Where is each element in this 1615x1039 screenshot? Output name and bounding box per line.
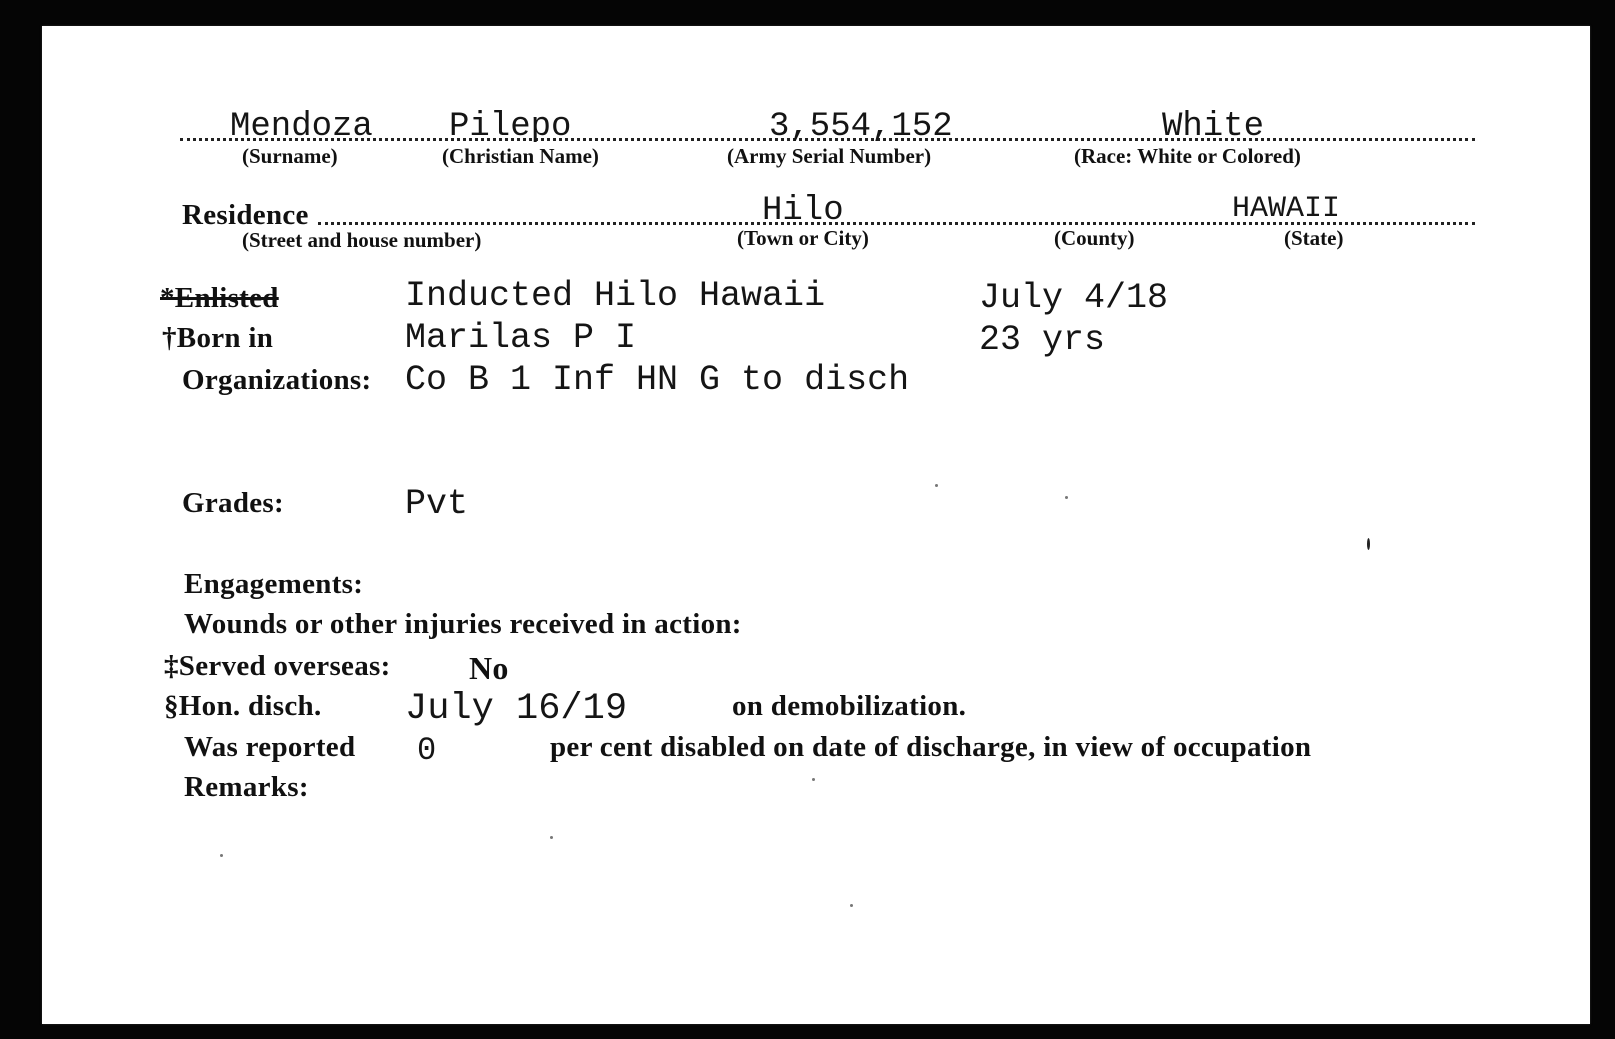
organizations-label: Organizations:	[182, 364, 372, 396]
residence-label: Residence	[182, 199, 309, 231]
service-record-card	[42, 26, 1590, 1024]
street-caption: (Street and house number)	[242, 228, 482, 252]
enlisted-date: July 4/18	[979, 278, 1169, 318]
scan-speck	[850, 904, 853, 907]
scan-speck	[935, 484, 938, 487]
scan-speck	[812, 778, 815, 781]
born-label: †Born in	[162, 322, 274, 354]
enlisted-value: Inducted Hilo Hawaii	[405, 276, 826, 316]
county-caption: (County)	[1054, 226, 1135, 250]
town-caption: (Town or City)	[737, 226, 869, 250]
discharge-suffix: on demobilization.	[732, 690, 967, 722]
grades-label: Grades:	[182, 487, 284, 519]
serial-number-value: 3,554,152	[769, 108, 953, 146]
age-value: 23 yrs	[979, 320, 1106, 360]
christian-name-caption: (Christian Name)	[442, 144, 599, 168]
remarks-label: Remarks:	[184, 771, 309, 803]
organizations-value: Co B 1 Inf HN G to disch	[405, 360, 910, 400]
state-caption: (State)	[1284, 226, 1344, 250]
surname-caption: (Surname)	[242, 144, 338, 168]
scan-speck	[220, 854, 223, 857]
discharge-date: July 16/19	[405, 688, 628, 730]
serial-number-caption: (Army Serial Number)	[727, 144, 932, 168]
served-overseas-label: ‡Served overseas:	[164, 650, 391, 682]
served-overseas-value: No	[469, 650, 509, 686]
disability-label: Was reported	[184, 731, 356, 763]
state-value: HAWAII	[1232, 192, 1341, 226]
scan-speck	[550, 836, 553, 839]
grades-value: Pvt	[405, 484, 469, 524]
town-value: Hilo	[762, 192, 844, 230]
discharge-label: §Hon. disch.	[164, 690, 322, 722]
surname-value: Mendoza	[230, 108, 373, 146]
wounds-label: Wounds or other injuries received in action:	[184, 608, 742, 640]
born-value: Marilas P I	[405, 318, 637, 358]
christian-name-value: Pilepo	[449, 108, 572, 146]
race-value: White	[1162, 108, 1265, 146]
enlisted-label: *Enlisted	[160, 282, 279, 314]
race-caption: (Race: White or Colored)	[1074, 144, 1301, 168]
disability-suffix: per cent disabled on date of discharge, in view of occupation	[550, 731, 1312, 763]
scan-speck	[1367, 538, 1370, 550]
disability-value: 0	[417, 732, 437, 769]
engagements-label: Engagements:	[184, 568, 364, 600]
scan-speck	[1065, 496, 1068, 499]
